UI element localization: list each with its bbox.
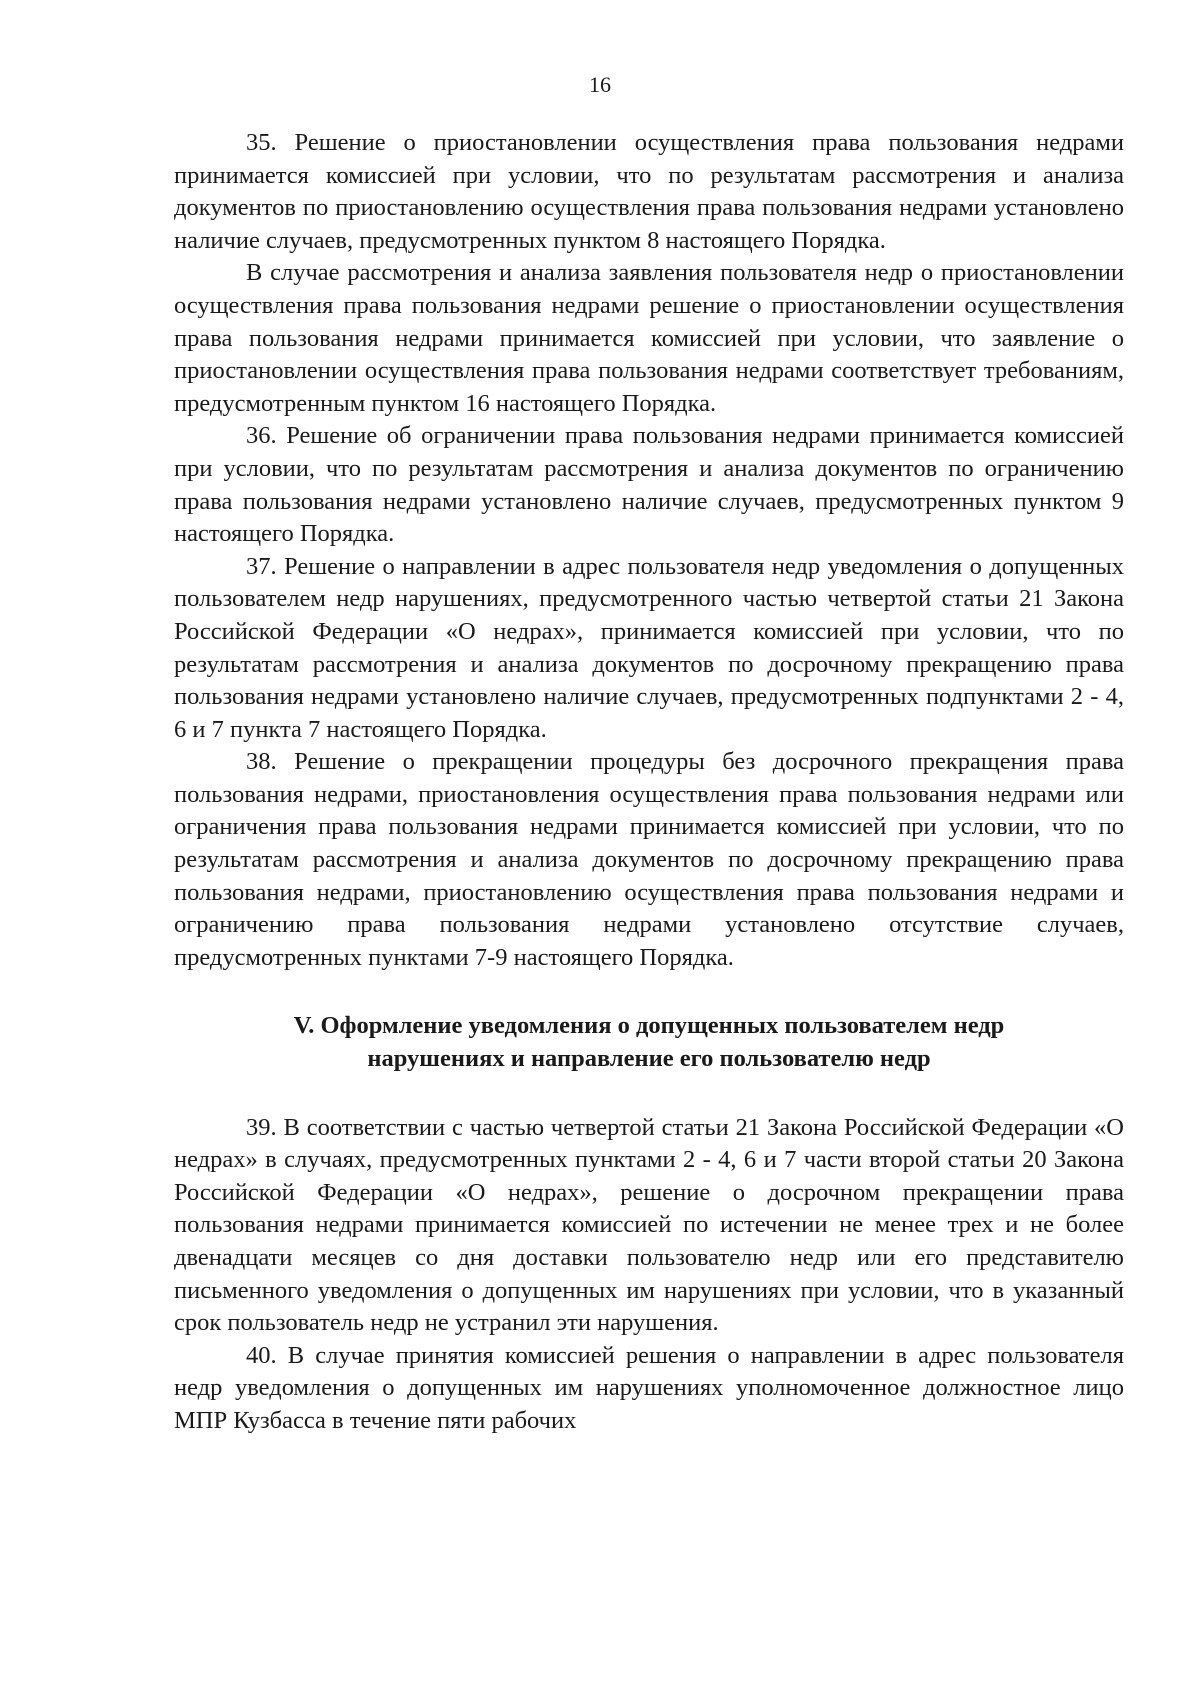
section-heading <box>174 1010 1124 1075</box>
paragraph-35: 35. Решение о приостановлении осуществления права пользования недрами принимается комиссией при условии, что по результатам рассмотрения и анализа документов по приостановлению осуществления права пользования недрами установлено наличие случаев, предусмотренных пунктом 8 настоящего Порядка. <box>174 129 1124 254</box>
section-heading-line-2: нарушениях и направление его пользователю недр <box>367 1045 931 1073</box>
paragraph-39: 39. В соответствии с частью четвертой статьи 21 Закона Российской Федерации «О недрах» в случаях, предусмотренных пунктами 2 - 4, 6 и 7 части второй статьи 20 Закона Российской Федерации «О недрах», решение о досрочном прекращении права пользования недрами принимается комиссией по истечении не менее трех и не более двенадцати месяцев со дня доставки пользователю недр или его представителю письменного уведомления о допущенных им нарушениях при условии, что в указанный срок пользователь недр не устранил эти нарушения. <box>174 1113 1124 1337</box>
document-body <box>174 127 1124 1438</box>
paragraph-36: 36. Решение об ограничении права пользования недрами принимается комиссией при условии, что по результатам рассмотрения и анализа документов по ограничению права пользования недрами установлено наличие случаев, предусмотренных пунктом 9 настоящего Порядка. <box>174 422 1124 548</box>
section-heading-line-1: V. Оформление уведомления о допущенных пользователем недр <box>293 1012 1005 1040</box>
paragraph-40: 40. В случае принятия комиссией решения о направлении в адрес пользователя недр уведомления о допущенных им нарушениях уполномоченное должностное лицо МПР Кузбасса в течение пяти рабочих <box>174 1341 1124 1434</box>
paragraph-37: 37. Решение о направлении в адрес пользователя недр уведомления о допущенных пользователем недр нарушениях, предусмотренного частью четвертой статьи 21 Закона Российской Федерации «О недрах», принимается комиссией при условии, что по результатам рассмотрения и анализа документов по досрочному прекращению права пользования недрами установлено наличие случаев, предусмотренных подпунктами 2 - 4, 6 и 7 пункта 7 настоящего Порядка. <box>174 552 1124 743</box>
paragraph-38: 38. Решение о прекращении процедуры без досрочного прекращения права пользования недрами, приостановления осуществления права пользования недрами или ограничения права пользования недрами принимается комиссией при условии, что по результатам рассмотрения и анализа документов по досрочному прекращению права пользования недрами, приостановлению осуществления права пользования недрами и ограничению права пользования недрами установлено отсутствие случаев, предусмотренных пунктами 7-9 настоящего Порядка. <box>174 748 1124 971</box>
paragraph-35-continued: В случае рассмотрения и анализа заявления пользователя недр о приостановлении осуществления права пользования недрами решение о приостановлении осуществления права пользования недрами принимается комиссией при условии, что заявление о приостановлении осуществления права пользования недрами соответствует требованиям, предусмотренным пунктом 16 настоящего Порядка. <box>174 259 1124 417</box>
page-number: 16 <box>589 72 611 97</box>
